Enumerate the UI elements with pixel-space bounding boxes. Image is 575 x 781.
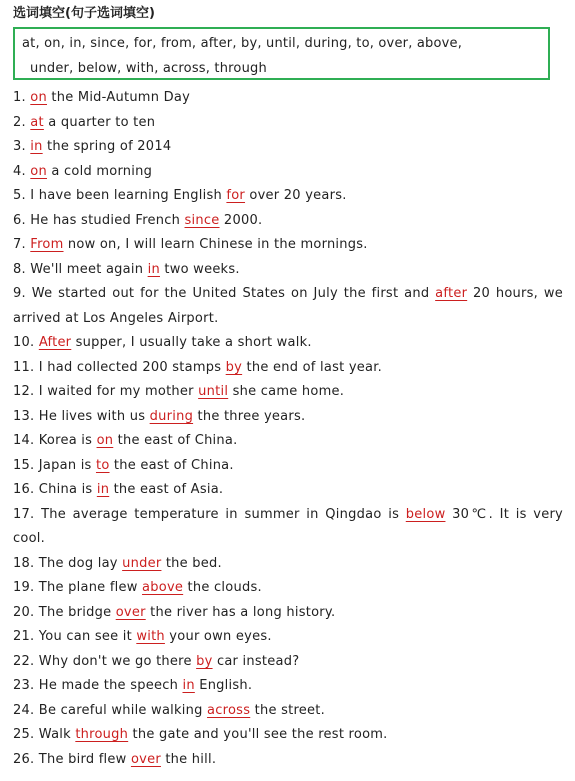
sentence-item — [13, 405, 563, 430]
answer-word: on — [96, 433, 114, 448]
sentence-item — [13, 282, 563, 331]
sentence-item — [13, 111, 563, 136]
sentence-text-before: 6. He has studied French — [13, 212, 185, 228]
answer-word: through — [75, 727, 129, 742]
sentence-item — [13, 601, 563, 626]
sentence-text-after: 30℃. It is very cool. — [13, 506, 563, 546]
answer-word: below — [405, 506, 446, 522]
answer-word: until — [198, 384, 229, 399]
sentence-text-after: car instead? — [212, 653, 300, 669]
sentence-text-before: 8. We'll meet again — [13, 261, 148, 277]
sentence-item — [13, 650, 563, 675]
sentence-item — [13, 184, 563, 209]
answer-word: by — [225, 359, 243, 375]
sentence-list — [13, 86, 563, 772]
sentence-text-after: 2000. — [219, 212, 263, 228]
sentence-text-before: 15. Japan is — [13, 457, 96, 473]
word-bank-line-2: under, below, with, across, through — [30, 61, 267, 76]
answer-word: on — [30, 90, 47, 105]
sentence-text-after: the east of China. — [109, 457, 234, 473]
answer-word: by — [196, 653, 213, 669]
sentence-text-after: the river has a long history. — [145, 604, 336, 620]
sentence-item — [13, 723, 563, 748]
sentence-text-after: 20 hours, we arrived at Los Angeles Airport. — [13, 286, 563, 326]
answer-word: in — [147, 261, 160, 277]
sentence-text-after: the hill. — [160, 751, 217, 767]
sentence-text-after: over 20 years. — [245, 188, 347, 203]
answer-word: From — [30, 237, 64, 252]
answer-word: on — [30, 163, 47, 179]
sentence-text-after: the Mid-Autumn Day — [47, 90, 191, 105]
answer-word: over — [115, 604, 146, 620]
sentence-text-after: supper, I usually take a short walk. — [71, 335, 312, 350]
sentence-text-after: the clouds. — [183, 580, 262, 595]
sentence-text-before: 17. The average temperature in summer in Qingdao is — [13, 506, 406, 522]
sentence-text-after: the east of Asia. — [109, 482, 224, 497]
sentence-text-before: 22. Why don't we go there — [13, 653, 197, 669]
page-title: 选词填空(句子选词填空) — [13, 6, 155, 21]
answer-word: in — [182, 678, 195, 693]
sentence-text-before: 13. He lives with us — [13, 408, 150, 424]
answer-word: for — [226, 188, 246, 203]
sentence-item — [13, 625, 563, 650]
sentence-text-before: 1. — [13, 90, 31, 105]
answer-word: across — [207, 702, 251, 718]
answer-word: during — [149, 408, 194, 424]
sentence-text-before: 11. I had collected 200 stamps — [13, 359, 226, 375]
sentence-item — [13, 674, 563, 699]
sentence-text-before: 5. I have been learning English — [13, 188, 227, 203]
sentence-item — [13, 86, 563, 111]
sentence-text-before: 19. The plane flew — [13, 580, 143, 595]
sentence-text-before: 4. — [13, 163, 31, 179]
sentence-text-after: the street. — [250, 702, 325, 718]
sentence-item — [13, 233, 563, 258]
word-bank-line-1: at, on, in, since, for, from, after, by, until, during, to, over, above, — [22, 36, 463, 51]
sentence-text-after: the bed. — [161, 555, 222, 571]
sentence-text-after: now on, I will learn Chinese in the mornings. — [63, 237, 368, 252]
sentence-item — [13, 331, 563, 356]
sentence-item — [13, 699, 563, 724]
sentence-text-after: the gate and you'll see the rest room. — [128, 727, 388, 742]
word-bank-box — [13, 27, 550, 80]
sentence-text-before: 25. Walk — [13, 727, 76, 742]
answer-word: with — [136, 629, 165, 644]
sentence-text-after: a quarter to ten — [43, 114, 156, 130]
sentence-text-before: 14. Korea is — [13, 433, 97, 448]
answer-word: After — [38, 335, 72, 350]
sentence-text-before: 18. The dog lay — [13, 555, 123, 571]
sentence-text-before: 20. The bridge — [13, 604, 116, 620]
sentence-item — [13, 160, 563, 185]
sentence-text-before: 24. Be careful while walking — [13, 702, 208, 718]
sentence-text-after: the spring of 2014 — [42, 139, 172, 154]
answer-word: after — [435, 286, 468, 301]
answer-word: at — [30, 114, 44, 130]
sentence-text-after: the three years. — [193, 408, 306, 424]
sentence-text-after: the end of last year. — [242, 359, 383, 375]
sentence-text-after: the east of China. — [113, 433, 238, 448]
sentence-text-before: 3. — [13, 139, 31, 154]
sentence-item — [13, 135, 563, 160]
answer-word: to — [95, 457, 110, 473]
answer-word: since — [184, 212, 220, 228]
sentence-text-before: 12. I waited for my mother — [13, 384, 199, 399]
answer-word: in — [96, 482, 110, 497]
sentence-text-before: 16. China is — [13, 482, 97, 497]
sentence-item — [13, 454, 563, 479]
answer-word: under — [122, 555, 162, 571]
sentence-text-before: 7. — [13, 237, 31, 252]
answer-word: over — [130, 751, 161, 767]
sentence-text-before: 23. He made the speech — [13, 678, 183, 693]
sentence-text-before: 21. You can see it — [13, 629, 137, 644]
sentence-item — [13, 576, 563, 601]
sentence-text-before: 9. We started out for the United States on July the first and — [13, 286, 436, 301]
sentence-text-before: 26. The bird flew — [13, 751, 131, 767]
sentence-text-after: two weeks. — [159, 261, 240, 277]
sentence-item — [13, 380, 563, 405]
answer-word: in — [30, 139, 43, 154]
sentence-text-before: 10. — [13, 335, 39, 350]
sentence-text-before: 2. — [13, 114, 31, 130]
sentence-item — [13, 503, 563, 552]
sentence-item — [13, 429, 563, 454]
sentence-item — [13, 552, 563, 577]
sentence-item — [13, 356, 563, 381]
sentence-text-after: a cold morning — [47, 163, 153, 179]
sentence-text-after: English. — [194, 678, 253, 693]
sentence-item — [13, 748, 563, 773]
sentence-item — [13, 209, 563, 234]
sentence-text-after: your own eyes. — [164, 629, 272, 644]
answer-word: above — [142, 580, 184, 595]
sentence-item — [13, 258, 563, 283]
sentence-item — [13, 478, 563, 503]
sentence-text-after: she came home. — [228, 384, 345, 399]
